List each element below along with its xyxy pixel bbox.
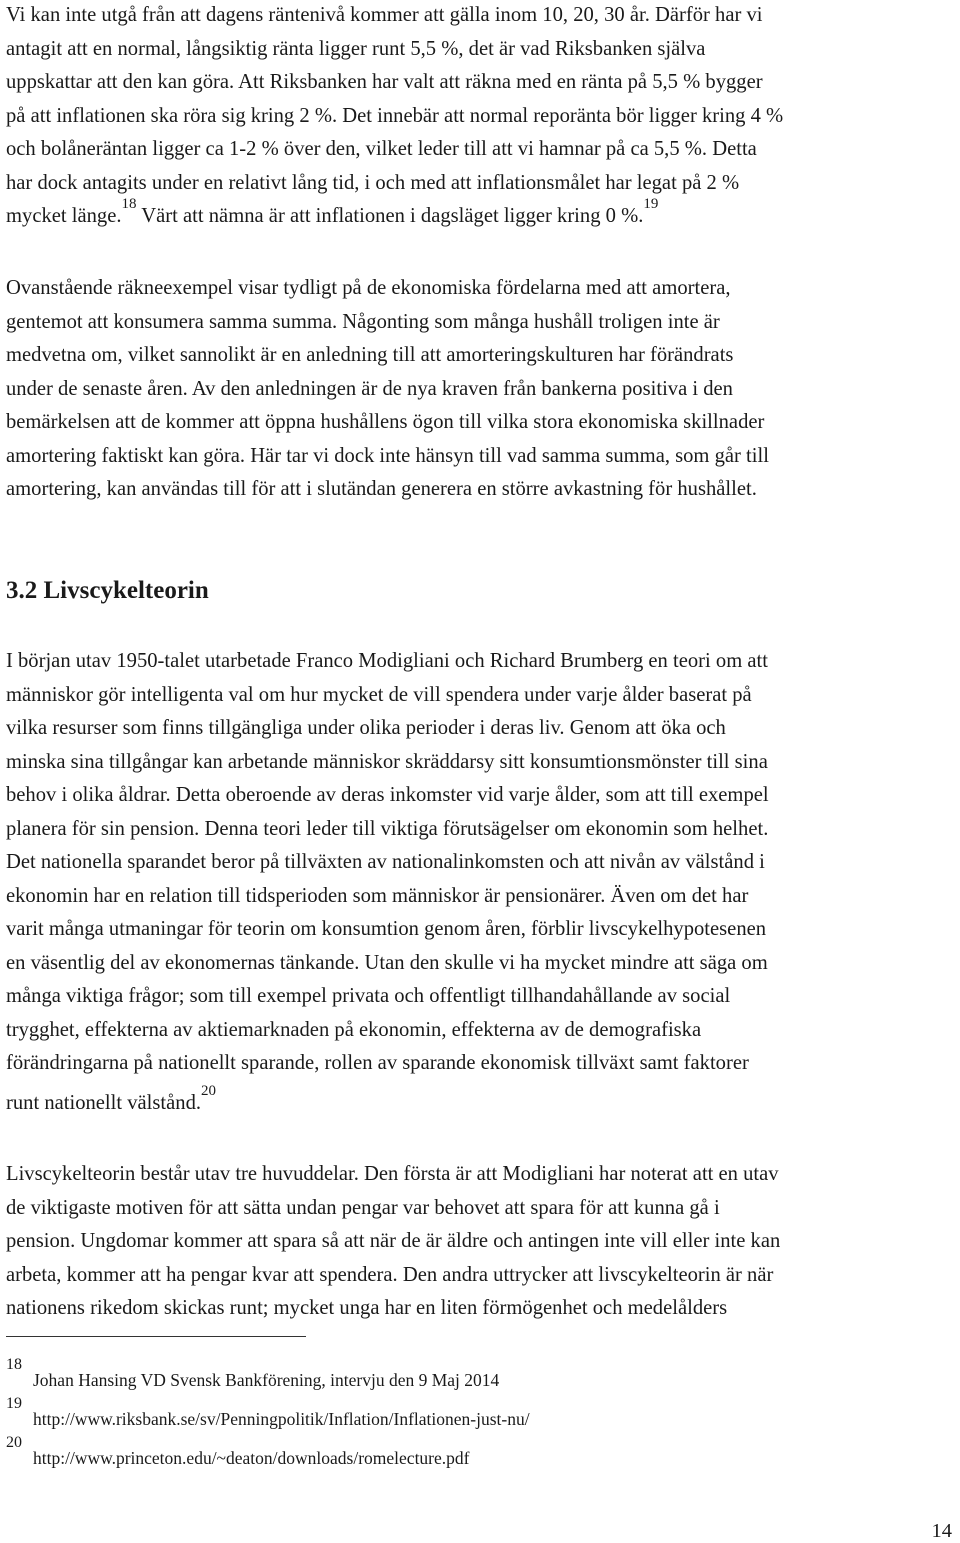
text-line: de viktigaste motiven för att sätta undan pengar var behovet att spara för att kunna gå i [6,1196,720,1219]
text-line [6,196,954,234]
text-fragment: Värt att nämna är att inflationen i dagsläget ligger kring 0 %. [136,205,644,227]
footnote-ref-19[interactable]: 19 [643,196,659,212]
text-line: varit många utmaningar för teorin om konsumtion genom åren, förblir livscykelhypotesenen [6,918,767,940]
footnote-ref-18[interactable]: 18 [121,196,137,212]
text-line: ekonomin har en relation till tidsperioden som människor är pensionärer. Även om det har [6,884,749,907]
text-line: på att inflationen ska röra sig kring 2 %. Det innebär att normal reporänta bör ligger kring 4 % [6,104,784,127]
text-line: minska sina tillgångar kan arbetande människor skräddarsy sitt konsumtionsmönster till sina [6,750,768,773]
text-line: Livscykelteorin består utav tre huvuddelar. Den första är att Modigliani har noterat att en utav [6,1163,779,1185]
footnote-ref-20[interactable]: 20 [201,1082,217,1099]
text-line: många viktiga frågor; som till exempel privata och offentligt tillhandahållande av social [6,985,731,1007]
text-line: uppskattar att den kan göra. Att Riksbanken har valt att räkna med en ränta på 5,5 % bygger [6,71,763,93]
section-heading: 3.2 Livscykelteorin [6,577,209,604]
text-line: I början utav 1950-talet utarbetade Franco Modigliani och Richard Brumberg en teori om att [6,650,768,672]
text-line: behov i olika åldrar. Detta oberoende av deras inkomster vid varje ålder, som att till exempel [6,784,769,806]
footnote-link[interactable]: http://www.riksbank.se/sv/Penningpolitik/Inflation/Inflationen-just-nu/ [33,1409,530,1429]
paragraph-life-cycle-parts [6,1158,954,1326]
text-line: planera för sin pension. Denna teori leder till viktiga förutsägelser om ekonomin som helhet. [6,817,769,840]
paragraph-life-cycle-theory [6,645,954,1120]
text-fragment: runt nationellt välstånd. [6,1091,202,1114]
footnote-number: 18 [6,1356,22,1373]
text-line: under de senaste åren. Av den anledningen är de nya kraven från bankerna positiva i den [6,377,733,400]
text-line: bemärkelsen att de kommer att öppna hushållens ögon till vilka stora ekonomiska skillnader [6,411,765,433]
text-line: nationens rikedom skickas runt; mycket unga har en liten förmögenhet och medelålders [6,1297,728,1319]
text-line: människor gör intelligenta val om hur mycket de vill spendera under varje ålder baserat på [6,683,752,706]
text-line: amortering, kan användas till för att i slutändan generera en större avkastning för hushållet. [6,478,757,500]
text-line: trygghet, effekterna av aktiemarknaden på ekonomin, effekterna av de demografiska [6,1018,702,1041]
text-line: Vi kan inte utgå från att dagens räntenivå kommer att gälla inom 10, 20, 30 år. Därför har vi [6,4,763,26]
text-line: gentemot att konsumera samma summa. Någonting som många hushåll troligen inte är [6,310,720,333]
text-line: Det nationella sparandet beror på tillväxten av nationalinkomsten och att nivån av välstånd i [6,851,765,873]
text-line: arbeta, kommer att ha pengar kvar att spendera. Den andra uttrycker att livscykelteorin är när [6,1263,774,1286]
footnote-number: 20 [6,1434,22,1451]
footnote-link[interactable]: http://www.princeton.edu/~deaton/downloads/romelecture.pdf [33,1448,470,1468]
text-fragment: mycket länge. [6,205,122,227]
paragraph-interest-rate [6,0,954,234]
text-line [6,1082,954,1121]
footnote-number: 19 [6,1395,22,1412]
text-line: en väsentlig del av ekonomernas tänkande. Utan den skulle vi ha mycket mindre att säga om [6,951,768,974]
footnote-divider [6,1336,306,1337]
text-line: antagit att en normal, långsiktig ränta ligger runt 5,5 %, det är vad Riksbanken själva [6,37,706,60]
footnote-text: Johan Hansing VD Svensk Bankförening, intervju den 9 Maj 2014 [33,1370,500,1390]
text-line: Ovanstående räkneexempel visar tydligt på de ekonomiska fördelarna med att amortera, [6,277,731,299]
page-number: 14 [931,1520,952,1542]
paragraph-amortization [6,272,954,507]
text-line: amortering faktiskt kan göra. Här tar vi dock inte hänsyn till vad samma summa, som går till [6,444,769,467]
text-line: pension. Ungdomar kommer att spara så att när de är äldre och antingen inte vill eller inte kan [6,1230,781,1252]
text-line: vilka resurser som finns tillgängliga under olika perioder i deras liv. Genom att öka och [6,717,726,739]
text-line: och bolåneräntan ligger ca 1-2 % över den, vilket leder till att vi hamnar på ca 5,5 %. Detta [6,138,757,160]
text-line: har dock antagits under en relativt lång tid, i och med att inflationsmålet har legat på 2 % [6,171,740,194]
text-line: medvetna om, vilket sannolikt är en anledning till att amorteringskulturen har förändrats [6,344,734,366]
text-line: förändringarna på nationellt sparande, rollen av sparande ekonomisk tillväxt samt faktorer [6,1052,749,1074]
